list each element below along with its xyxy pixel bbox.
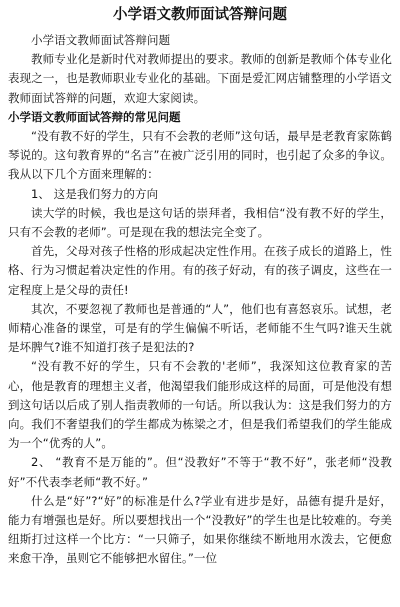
body-paragraph: 教师专业化是新时代对教师提出的要求。教师的创新是教师个体专业化表现之一，也是教师职业专业化的基础。下面是爱汇网店铺整理的小学语文教师面试答辩的问题，欢迎大家阅读。 bbox=[8, 52, 392, 105]
section-heading: 小学语文教师面试答辩的常见问题 bbox=[8, 109, 181, 124]
body-paragraph: “没有教不好的学生，只有不会教的'老师”，我深知这位教育家的苦心，他是教育的理想主义者，他渴望我们能形成这样的局面，可是他没有想到这句话以后成了别人指责教师的一句话。所以我认为：这是我们努力的方向。我们不奢望我们的学生都成为栋梁之才，但是我们希望我们的学生能成为一个“优秀的人”。 bbox=[8, 359, 392, 451]
body-paragraph: 读大学的时候，我也是这句话的崇拜者，我相信“没有教不好的学生，只有不会教的老师”。可是现在我的想法完全变了。 bbox=[8, 205, 392, 240]
document-body bbox=[8, 31, 392, 569]
body-paragraph: 1、 这是我们努力的方向 bbox=[31, 186, 159, 201]
body-paragraph: 2、 “教育不是万能的”。但“没教好”不等于“教不好”，张老师“没教好”不代表李老师“教不好。” bbox=[8, 455, 392, 489]
page-title: 小学语文教师面试答辩问题 bbox=[113, 7, 287, 23]
body-paragraph: 什么是“好”?“好”的标准是什么?学业有进步是好，品德有提升是好，能力有增强也是好。所以要想找出一个“没教好”的学生也是比较难的。夸美纽斯打过这样一个比方：“一只筛子，如果你继续不断地用水泼去，它便愈来愈干净，虽则它不能够把水留住。”一位 bbox=[8, 493, 392, 566]
body-paragraph: 小学语文教师面试答辩问题 bbox=[31, 33, 171, 47]
body-paragraph: “没有教不好的学生，只有不会教的老师”这句话，最早是老教育家陈鹤琴说的。这句教育界的“名言”在被广泛引用的同时，也引起了众多的争议。我从以下几个方面来理解的： bbox=[8, 129, 392, 182]
body-paragraph: 首先，父母对孩子性格的形成起决定性作用。在孩子成长的道路上，性格、行为习惯起着决定性的作用。有的孩子好动，有的孩子调皮，这些在一定程度上是父母的责任! bbox=[8, 244, 392, 297]
body-paragraph: 其次，不要忽视了教师也是普通的“人”，他们也有喜怒哀乐。试想，老师精心准备的课堂，可是有的学生偏偏不听话，老师能不生气吗?谁天生就是坏脾气?谁不知道打孩子是犯法的? bbox=[8, 301, 392, 355]
